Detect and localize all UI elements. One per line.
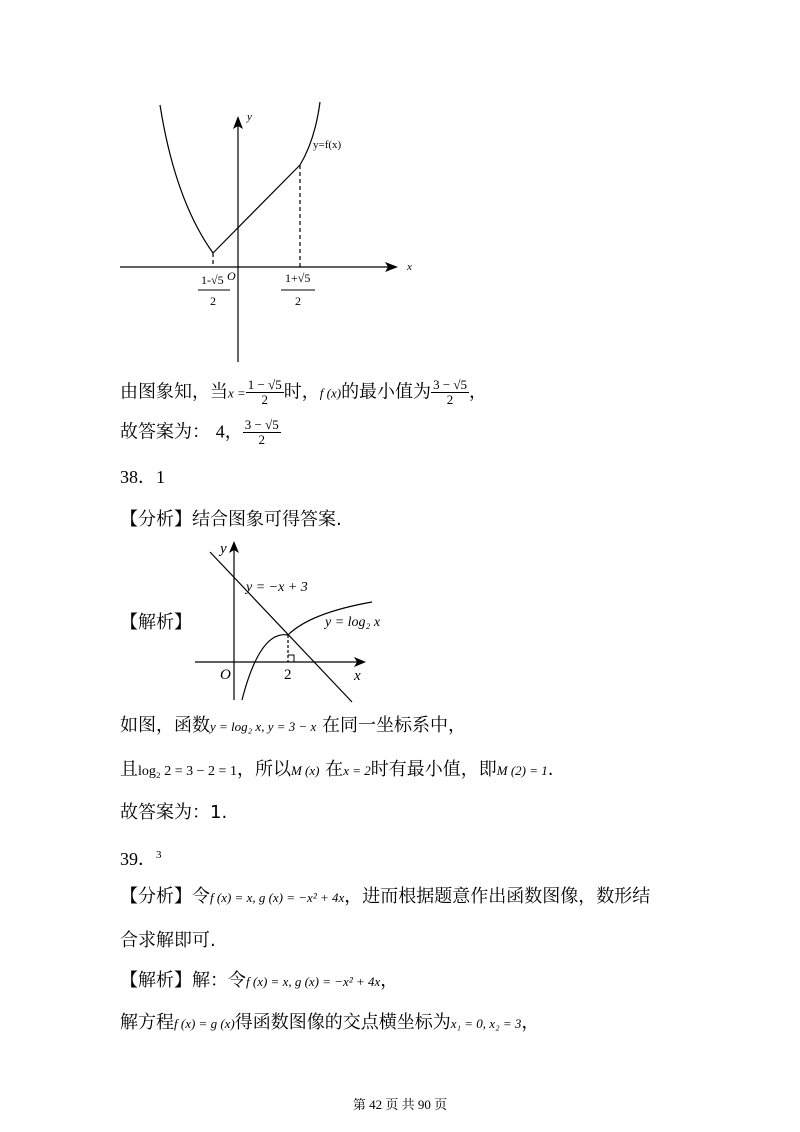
- x-axis-label-2: x: [354, 668, 361, 684]
- question-39-solution: 【解析】解：令f (x) = x, g (x) = −x² + 4x，: [120, 970, 399, 991]
- fraction-x: $\frac{1 - √5}{2}$: [247, 377, 282, 407]
- y-axis-label: y: [247, 111, 252, 123]
- question-38-number: 38．1: [120, 467, 165, 487]
- x-axis-label: x: [407, 261, 412, 273]
- question-38-analysis: 【分析】结合图象可得答案.: [120, 509, 342, 530]
- parabola-right: [300, 102, 320, 165]
- tick-right-num: 1+√5: [285, 271, 311, 285]
- segment-middle: [213, 165, 300, 253]
- paragraph-min-value: 由图象知，当x = $\frac{1 - √5}{2}$ 时，f (x)的最小值为 $\frac{3 - √5}{2}$ ，: [120, 377, 488, 407]
- paragraph-answer-37: 故答案为： 4， $\frac{3 - √5}{2}$: [120, 417, 279, 447]
- paragraph-min-M: 且log₂ 2 = 3 − 2 = 1，所以M (x) 在x = 2时有最小值，即M (2) = 1.: [120, 759, 554, 780]
- parabola-left: [160, 105, 213, 253]
- tick-right-den: 2: [295, 294, 301, 308]
- tick-label-2: 2: [284, 667, 292, 683]
- fraction-min: $\frac{3 - √5}{2}$: [433, 377, 468, 407]
- question-38-solution-tag: 【解析】: [120, 612, 192, 633]
- graph-piecewise: [115, 100, 425, 365]
- question-39-number: 39．$^3$: [120, 849, 162, 869]
- y-axis-label-2: y: [220, 541, 227, 557]
- origin-label-2: O: [220, 667, 231, 683]
- question-39-analysis: 【分析】令f (x) = x, g (x) = −x² + 4x，进而根据题意作出函数图像，数形结: [120, 886, 651, 907]
- fraction-answer: $\frac{3 - √5}{2}$: [244, 417, 279, 447]
- paragraph-same-coordinate: 如图，函数y = log₂ x, y = 3 − x 在同一坐标系中，: [120, 715, 467, 736]
- page-footer: 第 42 页 共 90 页: [352, 1097, 448, 1112]
- curve-label: y=f(x): [313, 139, 342, 151]
- tick-left-num: 1-√5: [201, 273, 224, 287]
- tick-left-den: 2: [210, 294, 216, 308]
- question-39-analysis-line2: 合求解即可.: [120, 930, 216, 951]
- line-label: y = −x + 3: [246, 580, 308, 595]
- graph-log-line: [190, 535, 380, 710]
- question-39-equation: 解方程f (x) = g (x)得函数图像的交点横坐标为x₁ = 0, x₂ = 3，: [120, 1012, 540, 1033]
- origin-label: O: [227, 269, 236, 283]
- right-angle-mark: [288, 655, 294, 662]
- paragraph-answer-38: 故答案为：1.: [120, 802, 228, 823]
- log-label: y = log₂ x: [325, 615, 380, 630]
